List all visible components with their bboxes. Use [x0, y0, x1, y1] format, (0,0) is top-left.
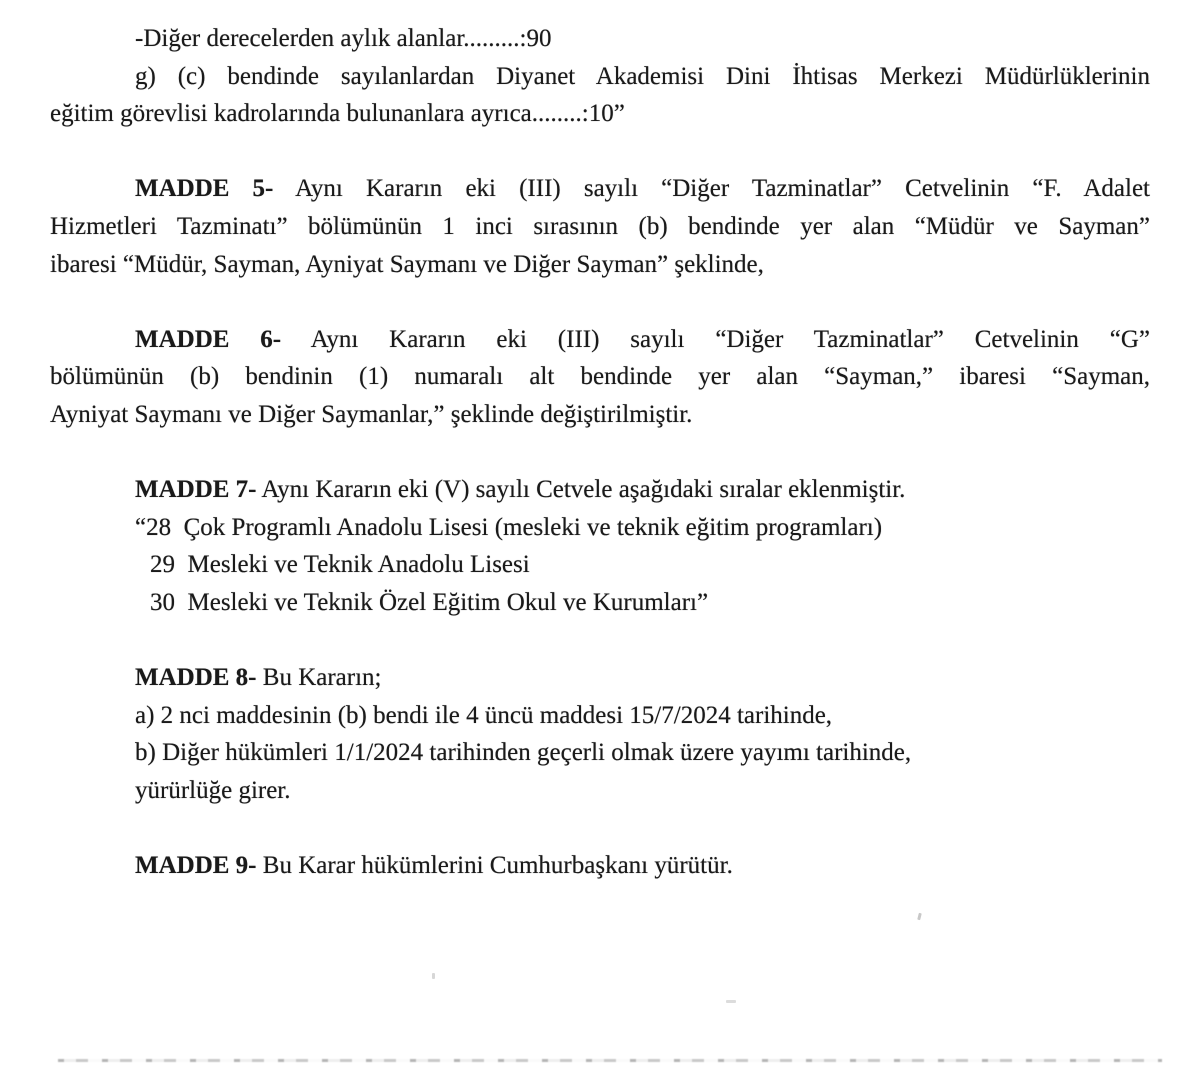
madde9-heading: MADDE 9-: [135, 852, 257, 880]
section-madde-8: [50, 659, 1150, 809]
line-madde5-2: [50, 208, 1150, 246]
section-madde-5: [50, 170, 1150, 283]
line-text: Bu Kararın;: [256, 664, 382, 692]
document-text-block: [50, 20, 1150, 885]
scan-speck-artifact: [917, 913, 922, 921]
line-text: 30 Mesleki ve Teknik Özel Eğitim Okul ve Kurumları”: [150, 588, 709, 616]
line-text: ibaresi “Müdür, Sayman, Ayniyat Saymanı ve Diğer Sayman” şeklinde,: [50, 250, 764, 278]
line-text: Aynı Kararın eki (III) sayılı “Diğer Tazminatlar” Cetvelinin “F. Adalet: [273, 175, 1150, 203]
line-text: Aynı Kararın eki (V) sayılı Cetvele aşağıdaki sıralar eklenmiştir.: [256, 476, 906, 504]
line-text: yürürlüğe girer.: [135, 776, 291, 804]
section-quoted-amendment-tail: [50, 20, 1150, 133]
scan-bottom-edge-artifact: [58, 1059, 1162, 1062]
line-text: Bu Karar hükümlerini Cumhurbaşkanı yürütür.: [256, 852, 733, 880]
line-madde7-item-28: [50, 509, 1150, 547]
line-text: eğitim görevlisi kadrolarında bulunanlara ayrıca........:10”: [50, 100, 625, 128]
line-madde5-1: [50, 170, 1150, 208]
line-madde7-1: [50, 471, 1150, 509]
line-text: Ayniyat Saymanı ve Diğer Saymanlar,” şeklinde değiştirilmiştir.: [50, 400, 693, 428]
line-text: -Diğer derecelerden aylık alanlar.........:90: [135, 25, 552, 52]
line-madde6-1: [50, 321, 1150, 359]
line-madde8-1: [50, 659, 1150, 697]
scan-speck-artifact: [726, 1000, 736, 1003]
line-text: 29 Mesleki ve Teknik Anadolu Lisesi: [150, 551, 530, 579]
section-madde-7: [50, 471, 1150, 621]
line-madde6-3: [50, 396, 1150, 434]
line-text: b) Diğer hükümleri 1/1/2024 tarihinden geçerli olmak üzere yayımı tarihinde,: [135, 739, 912, 767]
line-text: Hizmetleri Tazminatı” bölümünün 1 inci sırasının (b) bendinde yer alan “Müdür ve Sayman”: [50, 212, 1150, 240]
line-text: “28 Çok Programlı Anadolu Lisesi (mesleki ve teknik eğitim programları): [135, 513, 883, 541]
line-madde8-item-a: [50, 697, 1150, 735]
line-clause-g-1: [50, 58, 1150, 96]
line-madde8-item-b: [50, 734, 1150, 772]
line-madde8-closing: [50, 772, 1150, 810]
line-madde7-item-30: [50, 584, 1150, 622]
line-dotted-rate-90: [50, 20, 1150, 58]
line-text: Aynı Kararın eki (III) sayılı “Diğer Tazminatlar” Cetvelinin “G”: [281, 325, 1150, 353]
madde8-heading: MADDE 8-: [135, 664, 257, 692]
line-text: a) 2 nci maddesinin (b) bendi ile 4 üncü maddesi 15/7/2024 tarihinde,: [135, 701, 833, 729]
line-text: g) (c) bendinde sayılanlardan Diyanet Akademisi Dini İhtisas Merkezi Müdürlüklerinin: [135, 62, 1150, 90]
madde6-heading: MADDE 6-: [135, 325, 282, 353]
line-madde9-1: [50, 847, 1150, 885]
line-madde6-2: [50, 358, 1150, 396]
section-madde-6: [50, 321, 1150, 434]
line-madde7-item-29: [50, 546, 1150, 584]
line-madde5-3: [50, 246, 1150, 284]
scan-speck-artifact: [432, 973, 435, 979]
section-madde-9: [50, 847, 1150, 885]
line-text: bölümünün (b) bendinin (1) numaralı alt bendinde yer alan “Sayman,” ibaresi “Sayman,: [50, 363, 1150, 391]
madde5-heading: MADDE 5-: [135, 175, 274, 203]
madde7-heading: MADDE 7-: [135, 476, 257, 504]
line-clause-g-2: [50, 95, 1150, 133]
